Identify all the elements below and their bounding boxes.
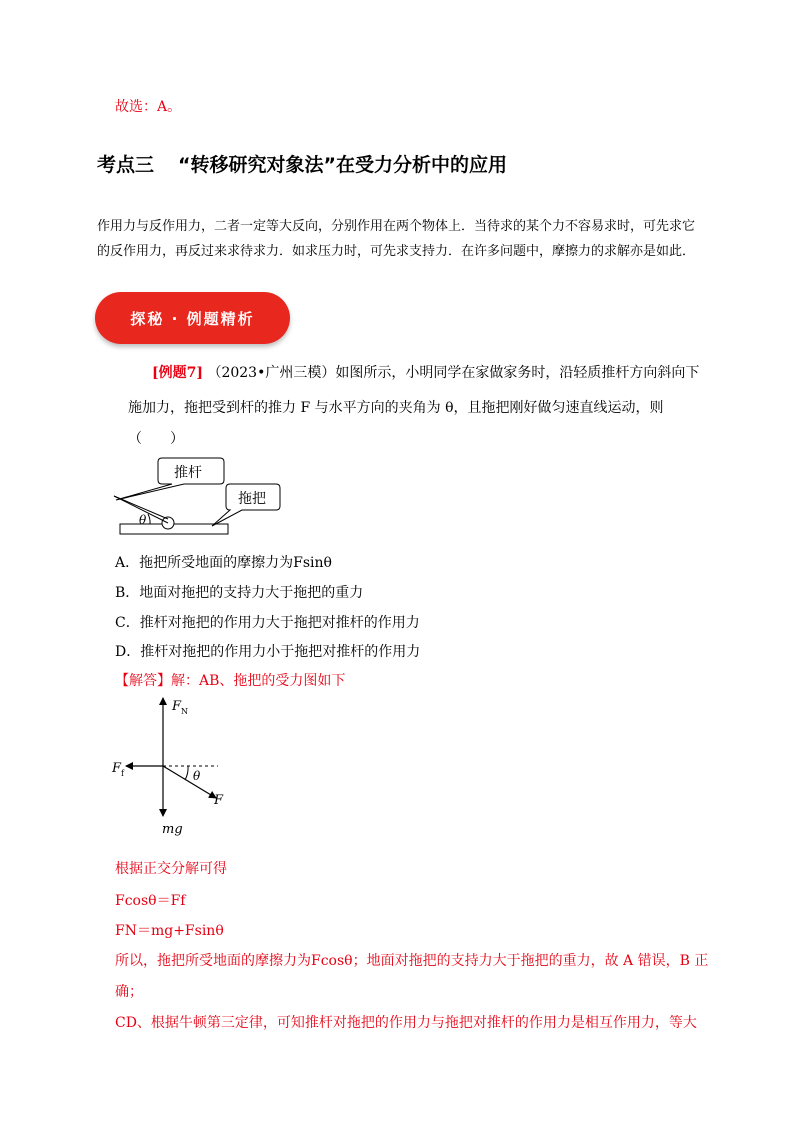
example-banner-label: 探秘 · 例题精析 bbox=[130, 309, 255, 328]
mop-figure bbox=[112, 452, 292, 542]
option-b[interactable]: B．地面对拖把的支持力大于拖把的重力 bbox=[115, 585, 364, 601]
push-force-arrow bbox=[163, 766, 216, 798]
angle-arc bbox=[148, 514, 150, 524]
question-line-2: 施加力，拖把受到杆的推力 F 与水平方向的夹角为 θ，且拖把刚好做匀速直线运动，则 bbox=[128, 400, 664, 416]
force-diagram bbox=[108, 694, 238, 844]
question-source: （2023•广州三模） bbox=[207, 365, 336, 381]
answer-label: 【解答】 bbox=[115, 673, 171, 689]
answer-blank: （ ） bbox=[128, 431, 184, 447]
answer-text: 解：AB、拖把的受力图如下 bbox=[171, 673, 346, 689]
solution-line-2: Fcosθ＝Ff bbox=[115, 893, 186, 909]
callout-rod-label: 推杆 bbox=[174, 465, 202, 481]
question-tag: [例题7] bbox=[152, 365, 203, 381]
callout-rod-bubble bbox=[116, 458, 224, 500]
example-banner bbox=[95, 292, 290, 344]
section-intro-paragraph: 作用力与反作用力，二者一定等大反向，分别作用在两个物体上．当待求的某个力不容易求时，可先求它的反作用力，再反过来求待求力．如求压力时，可先求支持力．在许多问题中，摩擦力的求解亦是如此． bbox=[97, 219, 696, 259]
mg-label: mg bbox=[162, 822, 183, 837]
solution-line-5: 确； bbox=[115, 984, 143, 1000]
ff-label: $F_f$ bbox=[112, 761, 124, 778]
callout-mop-label: 拖把 bbox=[238, 491, 266, 507]
solution-line-3: FN＝mg+Fsinθ bbox=[115, 923, 224, 939]
question-line-1 bbox=[152, 362, 699, 382]
solution-line-4: 所以，拖把所受地面的摩擦力为Fcosθ；地面对拖把的支持力大于拖把的重力，故 A 错误，B 正 bbox=[115, 953, 709, 969]
answer-heading bbox=[115, 670, 345, 690]
section-number: 考点三 bbox=[97, 154, 155, 176]
force-angle-label: θ bbox=[193, 769, 201, 783]
force-angle-arc bbox=[185, 766, 188, 780]
angle-label: θ bbox=[139, 513, 147, 527]
question-text-1: 如图所示，小明同学在家做家务时，沿轻质推杆方向斜向下 bbox=[335, 365, 700, 381]
section-heading bbox=[97, 150, 507, 177]
fn-label: $F_N$ bbox=[172, 699, 189, 716]
solution-line-1: 根据正交分解可得 bbox=[115, 861, 227, 877]
solution-line-6: CD、根据牛顿第三定律，可知推杆对拖把的作用力与拖把对推杆的作用力是相互作用力，等大 bbox=[115, 1015, 697, 1031]
f-label: F bbox=[214, 793, 224, 808]
option-c[interactable]: C．推杆对拖把的作用力大于拖把对推杆的作用力 bbox=[115, 615, 420, 631]
previous-answer-conclusion: 故选：A。 bbox=[115, 99, 182, 115]
section-title: “转移研究对象法”在受力分析中的应用 bbox=[178, 154, 507, 176]
option-a[interactable]: A．拖把所受地面的摩擦力为Fsinθ bbox=[115, 555, 332, 571]
option-d[interactable]: D．推杆对拖把的作用力小于拖把对推杆的作用力 bbox=[115, 644, 421, 660]
